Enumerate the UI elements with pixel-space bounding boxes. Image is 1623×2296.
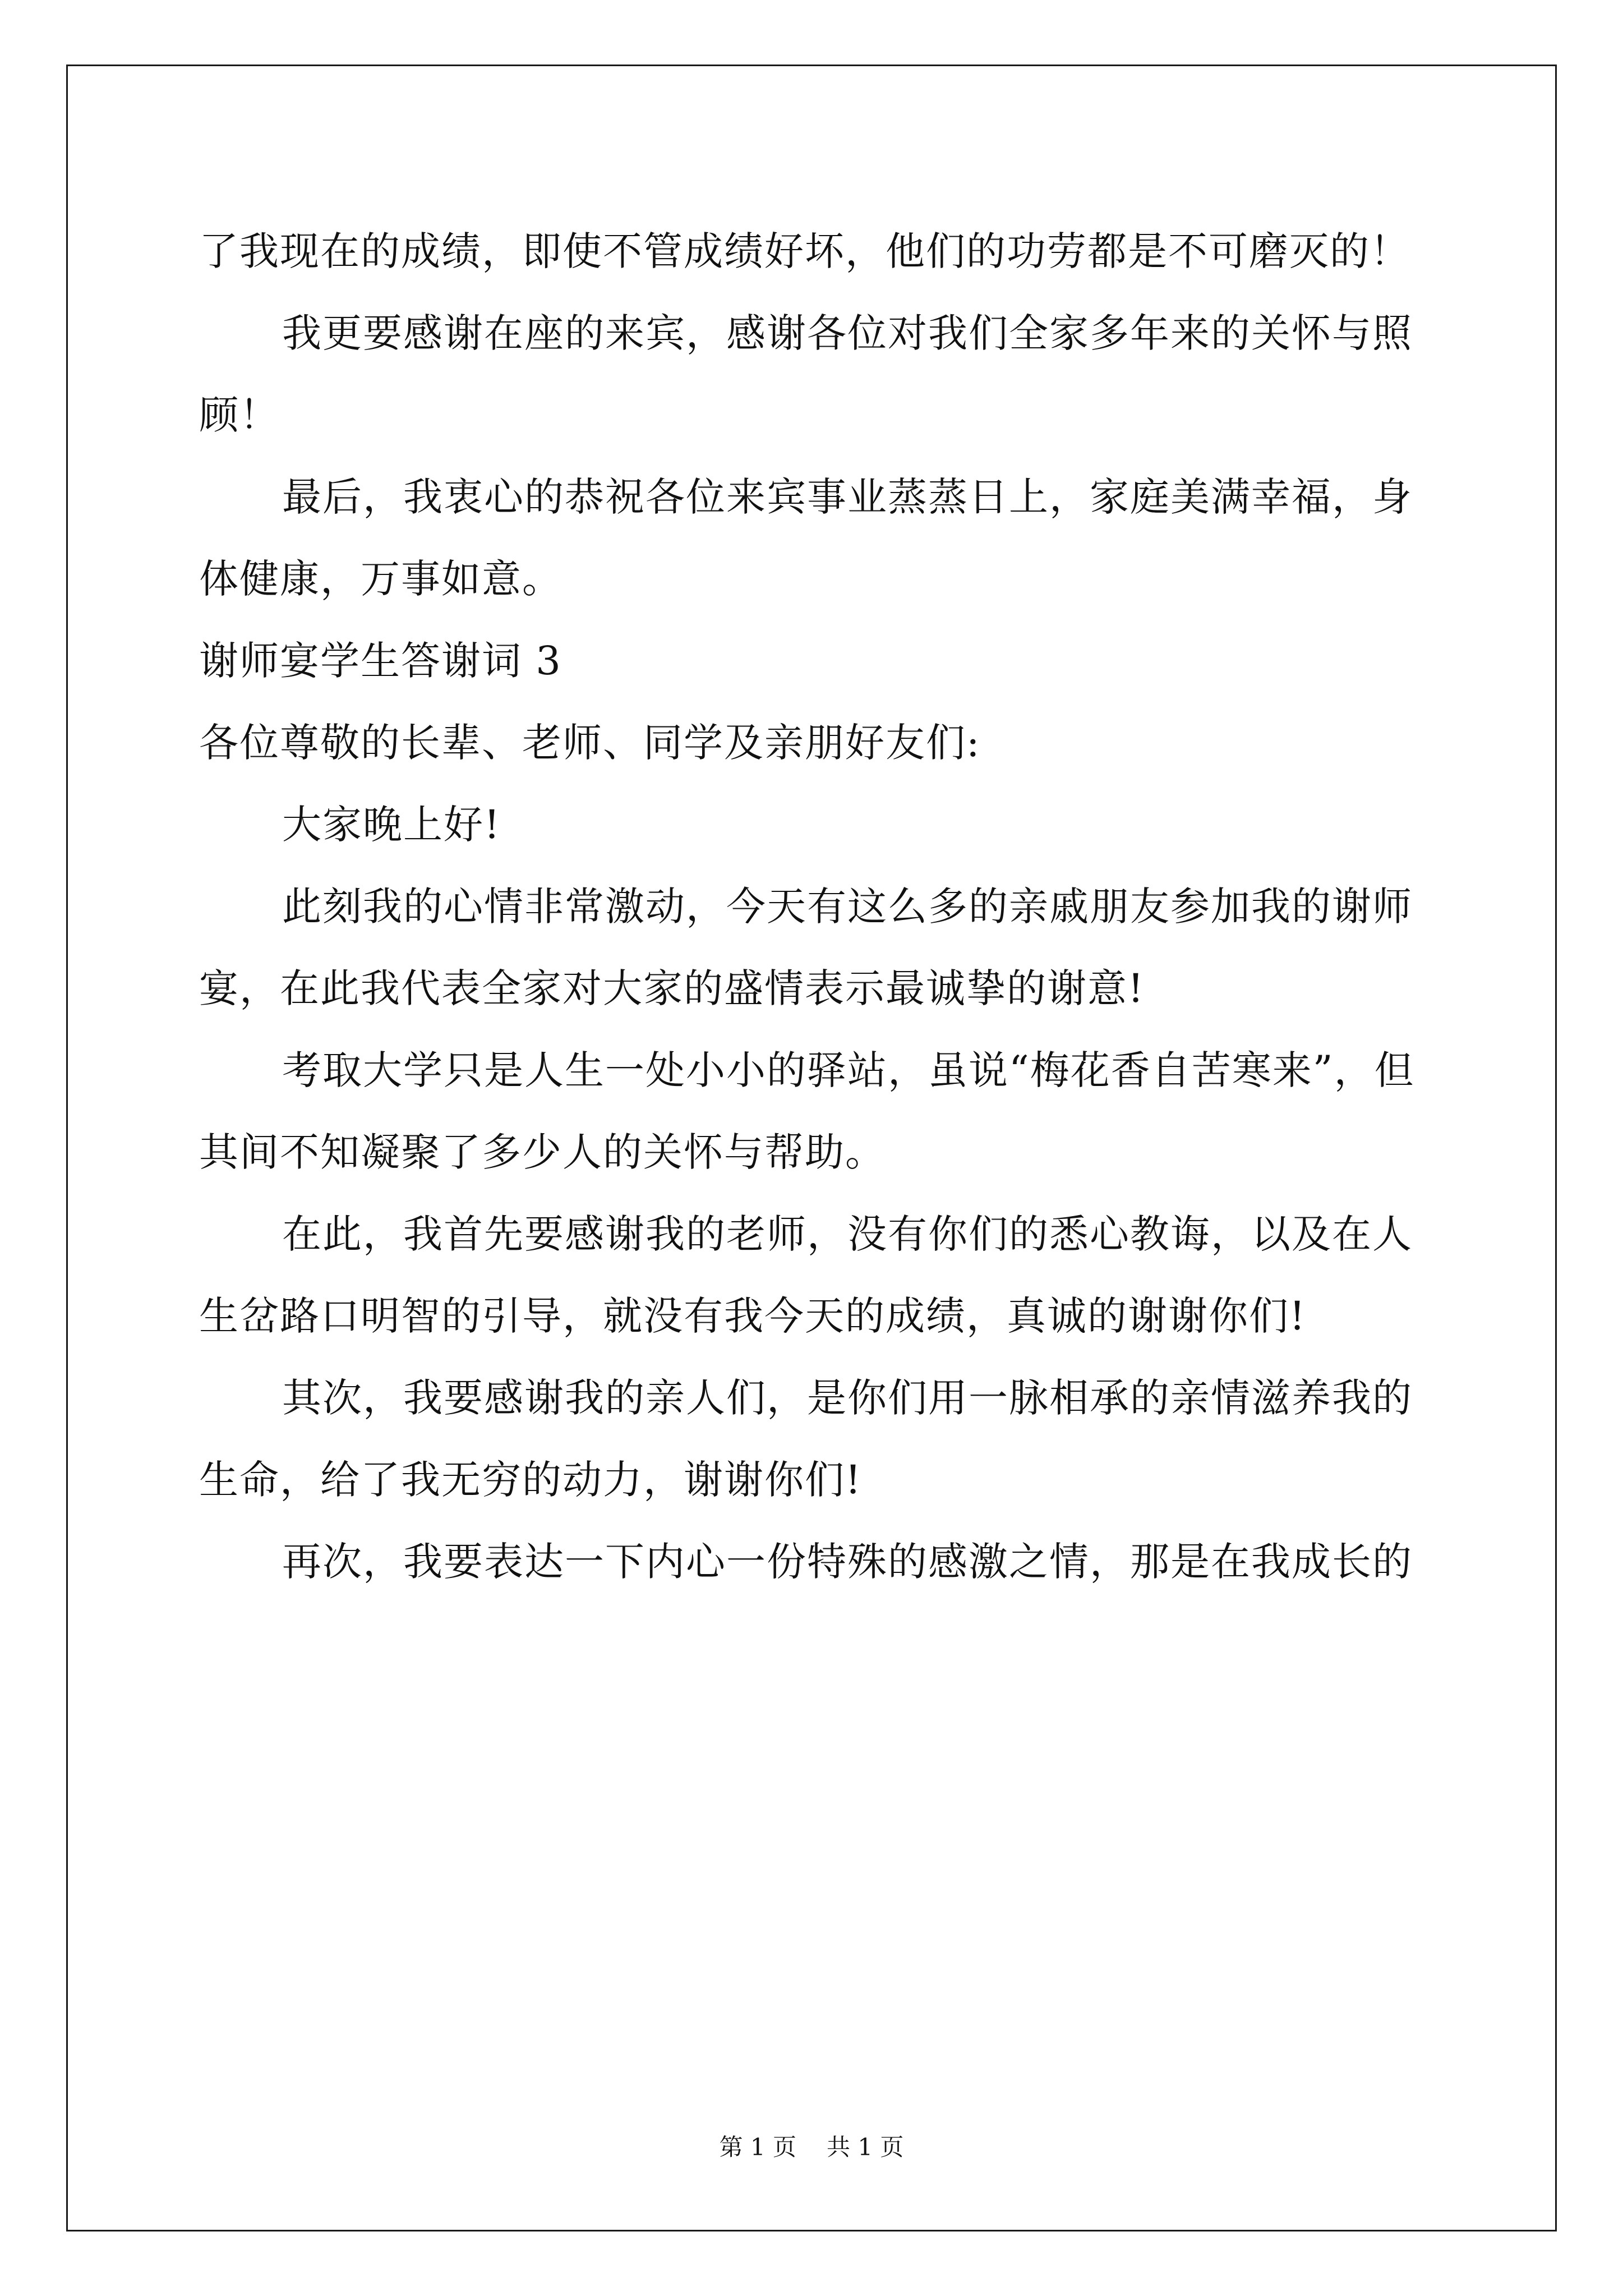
- text-line: 生岔路口明智的引导，就没有我今天的成绩，真诚的谢谢你们!: [199, 1293, 1307, 1339]
- text-line: 其次，我要感谢我的亲人们，是你们用一脉相承的亲情滋养我的: [282, 1375, 1413, 1421]
- text-line: 此刻我的心情非常激动，今天有这么多的亲戚朋友参加我的谢师: [282, 884, 1413, 930]
- text-line: 其间不知凝聚了多少人的关怀与帮助。: [199, 1129, 886, 1175]
- text-line: 了我现在的成绩，即使不管成绩好坏，他们的功劳都是不可磨灭的！: [199, 228, 1410, 274]
- greeting: 大家晚上好!: [282, 802, 501, 848]
- salutation: 各位尊敬的长辈、老师、同学及亲朋好友们:: [199, 720, 981, 766]
- text-line: 在此，我首先要感谢我的老师，没有你们的悉心教诲，以及在人: [282, 1211, 1413, 1257]
- page-total: 共 1 页: [827, 2133, 904, 2161]
- page-number: 第 1 页: [719, 2133, 796, 2161]
- text-line: 生命，给了我无穷的动力，谢谢你们!: [199, 1457, 863, 1503]
- text-line: 我更要感谢在座的来宾，感谢各位对我们全家多年来的关怀与照: [282, 310, 1413, 356]
- text-line: 顾！: [199, 392, 280, 438]
- text-line: 考取大学只是人生一处小小的驿站，虽说“梅花香自苦寒来”，但: [282, 1047, 1415, 1093]
- text-line: 宴，在此我代表全家对大家的盛情表示最诚挚的谢意!: [199, 965, 1145, 1011]
- page-footer: [0, 2129, 1623, 2162]
- text-line: 最后，我衷心的恭祝各位来宾事业蒸蒸日上，家庭美满幸福，身: [282, 474, 1413, 520]
- document-body: [199, 210, 1424, 1603]
- section-heading: 谢师宴学生答谢词 3: [199, 638, 562, 684]
- text-line: 再次，我要表达一下内心一份特殊的感激之情，那是在我成长的: [282, 1539, 1413, 1585]
- text-line: 体健康，万事如意。: [199, 556, 562, 602]
